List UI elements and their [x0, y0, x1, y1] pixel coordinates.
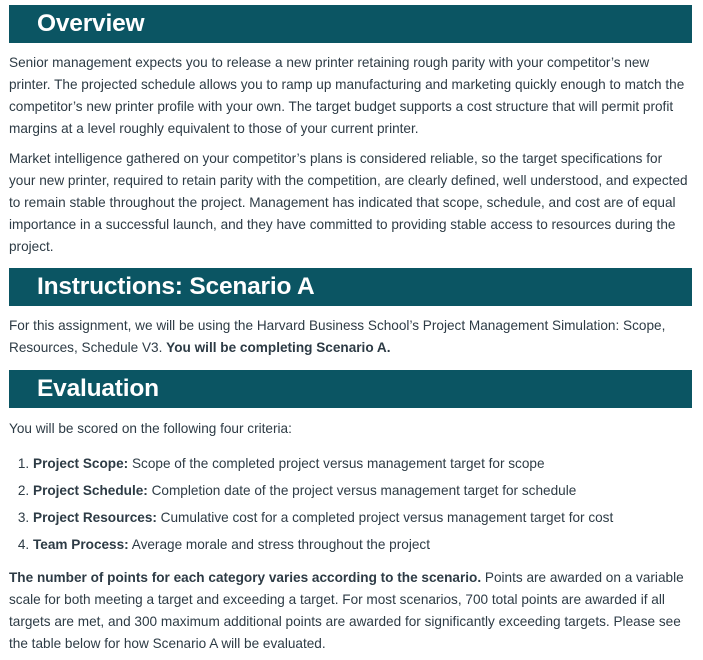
criteria-list [9, 450, 692, 558]
overview-paragraph-2: Market intelligence gathered on your competitor’s plans is considered reliable, so the target specifications for your new printer, required to retain parity with the competition, are clearly defined, well understood, and expected to remain stable throughout the project. Management has indicated that scope, schedule, and cost are of equal importance in a successful launch, and they have committed to providing stable access to resources during the project. [9, 151, 688, 254]
instructions-bold: You will be completing Scenario A. [166, 340, 391, 355]
criteria-item-scope [33, 450, 692, 477]
evaluation-closing-bold: The number of points for each category varies according to the scenario. [9, 570, 482, 585]
criteria-name: Project Resources: [33, 510, 157, 525]
instructions-paragraph [9, 315, 692, 359]
criteria-desc: Average morale and stress throughout the project [128, 537, 430, 552]
instructions-text: For this assignment, we will be using the Harvard Business School’s Project Management Simulation: Scope, Resources, Schedule V3. [9, 318, 666, 355]
criteria-desc: Completion date of the project versus management target for schedule [147, 483, 577, 498]
overview-heading: Overview [9, 5, 692, 43]
criteria-item-resources [33, 504, 692, 531]
criteria-name: Team Process: [33, 537, 129, 552]
criteria-item-schedule [33, 477, 692, 504]
criteria-name: Project Scope: [33, 456, 129, 471]
evaluation-body [9, 408, 692, 655]
criteria-name: Project Schedule: [33, 483, 148, 498]
evaluation-intro: You will be scored on the following four criteria: [9, 421, 292, 436]
evaluation-heading: Evaluation [9, 370, 692, 408]
overview-body [9, 43, 692, 258]
instructions-body [9, 306, 692, 370]
evaluation-closing-text: Points are awarded on a variable scale for both meeting a target and exceeding a target. For most scenarios, 700 total points are awarded if all targets are met, and 300 maximum additional points are awarded for significantly exceeding targets. Please see the table below for how Scenario A will be evaluated. [9, 570, 684, 651]
criteria-desc: Cumulative cost for a completed project versus management target for cost [156, 510, 614, 525]
criteria-desc: Scope of the completed project versus management target for scope [128, 456, 545, 471]
overview-paragraph-1: Senior management expects you to release a new printer retaining rough parity with your competitor’s new printer. The projected schedule allows you to ramp up manufacturing and marketing quickly enough to match the competitor’s new printer profile with your own. The target budget supports a cost structure that will permit profit margins at a level roughly equivalent to those of your current printer. [9, 55, 685, 136]
evaluation-closing [9, 567, 692, 655]
instructions-heading: Instructions: Scenario A [9, 268, 692, 306]
criteria-item-team-process [33, 531, 692, 558]
